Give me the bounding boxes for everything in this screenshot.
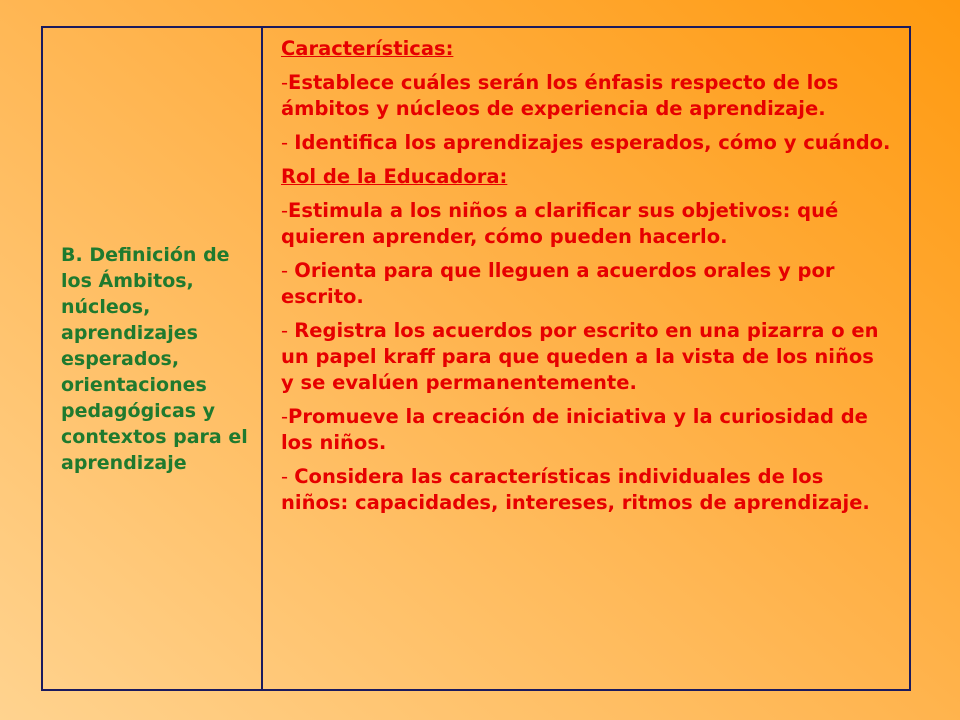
list-item-text: Establece cuáles serán los énfasis respecto de los ámbitos y núcleos de experiencia de aprendizaje.	[281, 71, 839, 120]
list-item	[281, 464, 891, 516]
role-heading: Rol de la Educadora:	[281, 165, 508, 188]
dash-marker: -	[281, 199, 289, 222]
content-table	[41, 26, 911, 691]
dash-marker: -	[281, 405, 289, 428]
table-right-cell	[263, 28, 909, 689]
dash-marker: -	[281, 259, 295, 282]
list-item	[281, 318, 891, 396]
table-left-cell	[43, 28, 263, 689]
list-item	[281, 258, 891, 310]
list-item-text: Considera las características individuales de los niños: capacidades, intereses, ritmos de aprendizaje.	[281, 465, 870, 514]
section-label: B. Definición de los Ámbitos, núcleos, aprendizajes esperados, orientaciones pedagógicas y contextos para el aprendizaje	[61, 243, 248, 474]
dash-marker: -	[281, 465, 295, 488]
list-item	[281, 198, 891, 250]
dash-marker: -	[281, 319, 295, 342]
characteristics-heading: Características:	[281, 37, 454, 60]
list-item	[281, 70, 891, 122]
list-item-text: Promueve la creación de iniciativa y la curiosidad de los niños.	[281, 405, 868, 454]
dash-marker: -	[281, 71, 289, 94]
list-item	[281, 404, 891, 456]
list-item-text: Orienta para que lleguen a acuerdos orales y por escrito.	[281, 259, 835, 308]
dash-marker: -	[281, 131, 295, 154]
list-item-text: Identifica los aprendizajes esperados, cómo y cuándo.	[294, 131, 891, 154]
list-item	[281, 130, 891, 156]
list-item-text: Estimula a los niños a clarificar sus objetivos: qué quieren aprender, cómo pueden hacerlo.	[281, 199, 839, 248]
list-item-text: Registra los acuerdos por escrito en una pizarra o en un papel kraff para que queden a la vista de los niños y se evalúen permanentemente.	[281, 319, 879, 394]
